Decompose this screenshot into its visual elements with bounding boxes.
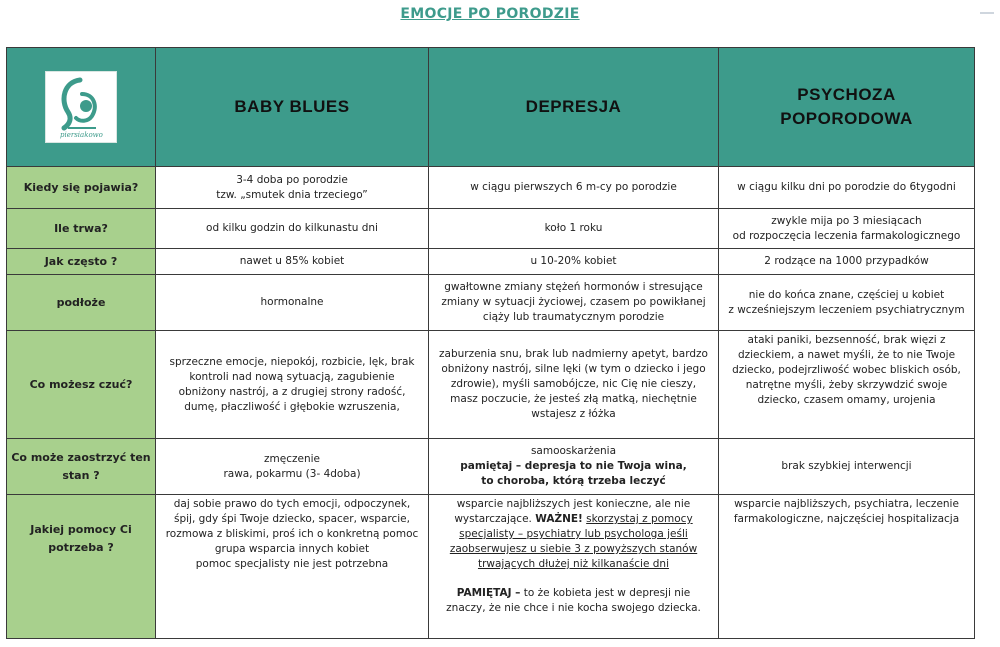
row-label: Ile trwa? — [7, 209, 156, 249]
logo-cell — [7, 48, 156, 167]
remember-label: PAMIĘTAJ – — [456, 587, 521, 599]
cell-text: skorzystaj z pomocy — [586, 513, 693, 525]
cell-line: wsparcie najbliższych, psychiatra, leczenie — [734, 498, 959, 510]
cell-line: w ciągu kilku dni po porodzie do 6tygodni — [737, 181, 956, 193]
row-label: podłoże — [7, 275, 156, 331]
cell-line: znaczy, że nie chce i nie kocha swojego dziecka. — [446, 602, 701, 614]
column-header-psychoza — [719, 48, 975, 167]
cell-line: to choroba, którą trzeba leczyć — [481, 475, 666, 487]
cell-line: farmakologiczne, najczęściej hospitalizacja — [733, 513, 960, 525]
cell-line: śpij, gdy śpi Twoje dziecko, spacer, wsparcie, — [174, 513, 410, 525]
important-label: WAŻNE! — [535, 513, 583, 525]
cell-line: zmęczenie — [264, 452, 320, 465]
cell-line: zaobserwujesz u siebie 3 z powyższych stanów — [449, 543, 698, 555]
cell-line: obniżony nastrój, silne lęki (w tym o dziecko i jego — [441, 363, 706, 375]
cell-line: zwykle mija po 3 miesiącach — [771, 214, 922, 227]
logo-text: piersiakowo — [60, 131, 103, 139]
cell-text: to że kobieta jest w depresji nie — [523, 587, 691, 599]
cell-line: daj sobie prawo do tych emocji, odpoczynek, — [173, 498, 411, 510]
psychoza-cell — [719, 439, 975, 495]
cell-line: hormonalne — [260, 296, 324, 308]
cell-line: dumę, płaczliwość i głębokie wzruszenia, — [184, 400, 400, 413]
cell-line: ataki paniki, bezsenność, brak więzi z — [747, 334, 946, 346]
row-label: Co możesz czuć? — [7, 331, 156, 439]
cell-line: 2 rodzące na 1000 przypadków — [764, 255, 929, 267]
cell-line: wstajesz z łóżka — [531, 408, 616, 420]
cell-line: rozmowa z bliskimi, proś ich o konkretną pomoc — [165, 528, 419, 540]
cell-line: zdrowie), myśli samobójcze, nic Cię nie cieszy, — [450, 378, 697, 390]
cell-line: nawet u 85% kobiet — [239, 255, 345, 267]
row-label: Kiedy się pojawia? — [7, 167, 156, 209]
table-row — [7, 275, 975, 331]
cell-line: masz poczucie, że jesteś złą matką, niechętnie — [450, 393, 697, 405]
baby-blues-cell — [156, 439, 429, 495]
cell-line: wsparcie najbliższych jest konieczne, ale nie — [456, 498, 691, 510]
cell-line: brak szybkiej interwencji — [781, 460, 912, 472]
cell-line: grupa wsparcia innych kobiet — [214, 543, 370, 555]
emotions-table — [6, 47, 975, 639]
cell-line: 3-4 doba po porodzie — [236, 173, 348, 186]
table-row — [7, 209, 975, 249]
cell-line: od rozpoczęcia leczenia farmakologicznego — [732, 229, 961, 242]
baby-blues-cell — [156, 331, 429, 439]
baby-blues-cell — [156, 249, 429, 275]
row-label: Jakiej pomocy Ci potrzeba ? — [7, 495, 156, 639]
cell-line: u 10-20% kobiet — [530, 255, 617, 267]
cell-line: koło 1 roku — [544, 222, 603, 234]
psychoza-cell — [719, 331, 975, 439]
table-row — [7, 495, 975, 639]
table-row — [7, 167, 975, 209]
psychoza-cell — [719, 167, 975, 209]
baby-blues-cell — [156, 495, 429, 639]
cell-line: rawa, pokarmu (3- 4doba) — [223, 467, 361, 480]
cell-line: gwałtowne zmiany stężeń hormonów i stresujące — [444, 281, 703, 293]
logo — [45, 71, 117, 143]
cell-line: zaburzenia snu, brak lub nadmierny apetyt, bardzo — [439, 348, 708, 360]
cell-line — [433, 512, 714, 527]
depresja-cell — [429, 249, 719, 275]
spacer — [433, 572, 714, 586]
cell-line: zmiany w sytuacji życiowej, czasem po powikłanej — [441, 296, 706, 308]
column-header-baby-blues: BABY BLUES — [156, 48, 429, 167]
column-header-depresja: DEPRESJA — [429, 48, 719, 167]
column-header-psychoza-word1: PSYCHOZA — [797, 85, 896, 104]
table-row — [7, 249, 975, 275]
cell-line: dzieckiem, a nawet myśli, że to nie Twoje — [737, 349, 956, 361]
baby-blues-cell — [156, 209, 429, 249]
depresja-cell — [429, 495, 719, 639]
page-title: EMOCJE PO PORODZIE — [400, 6, 580, 22]
cell-line: pomoc specjalisty nie jest potrzebna — [195, 558, 389, 570]
edge-mark — [980, 12, 994, 14]
psychoza-cell — [719, 209, 975, 249]
cell-line: pamiętaj – depresja to nie Twoja wina, — [460, 460, 687, 472]
depresja-cell — [429, 439, 719, 495]
psychoza-cell — [719, 275, 975, 331]
cell-line: dziecko, czasem omamy, urojenia — [757, 394, 936, 406]
cell-line — [433, 586, 714, 601]
cell-line: dziecko, podejrzliwość wobec bliskich osób, — [732, 364, 961, 376]
cell-line: kontroli nad nową sytuacją, zagubienie — [189, 370, 395, 383]
cell-line: tzw. „smutek dnia trzeciego” — [216, 188, 368, 201]
cell-line: od kilku godzin do kilkunastu dni — [206, 222, 378, 234]
depresja-cell — [429, 167, 719, 209]
psychoza-cell — [719, 249, 975, 275]
header-row — [7, 48, 975, 167]
row-label: Jak często ? — [7, 249, 156, 275]
cell-text: wystarczające. — [454, 513, 532, 525]
baby-blues-cell — [156, 167, 429, 209]
cell-line: obniżony nastrój, a z drugiej strony radość, — [178, 385, 406, 398]
row-label: Co może zaostrzyć ten stan ? — [7, 439, 156, 495]
depresja-cell — [429, 331, 719, 439]
cell-line: specjalisty – psychiatry lub psychologa jeśli — [459, 528, 688, 540]
depresja-cell — [429, 209, 719, 249]
column-header-psychoza-word2: POPORODOWA — [780, 109, 913, 128]
cell-line: nie do końca znane, częściej u kobiet — [748, 288, 945, 301]
cell-line: samooskarżenia — [530, 445, 617, 457]
baby-blues-cell — [156, 275, 429, 331]
cell-line: natrętne myśli, żeby skrzywdzić swoje — [745, 379, 948, 391]
depresja-cell — [429, 275, 719, 331]
cell-line: sprzeczne emocje, niepokój, rozbicie, lęk, brak — [169, 355, 415, 368]
cell-line: z wcześniejszym leczeniem psychiatrycznym — [728, 303, 965, 316]
cell-line: trwających dłużej niż kilkanaście dni — [477, 558, 670, 570]
cell-line: ciąży lub traumatycznym porodzie — [482, 311, 665, 323]
cell-line: w ciągu pierwszych 6 m-cy po porodzie — [470, 181, 677, 193]
table-row — [7, 331, 975, 439]
table-row — [7, 439, 975, 495]
psychoza-cell — [719, 495, 975, 639]
